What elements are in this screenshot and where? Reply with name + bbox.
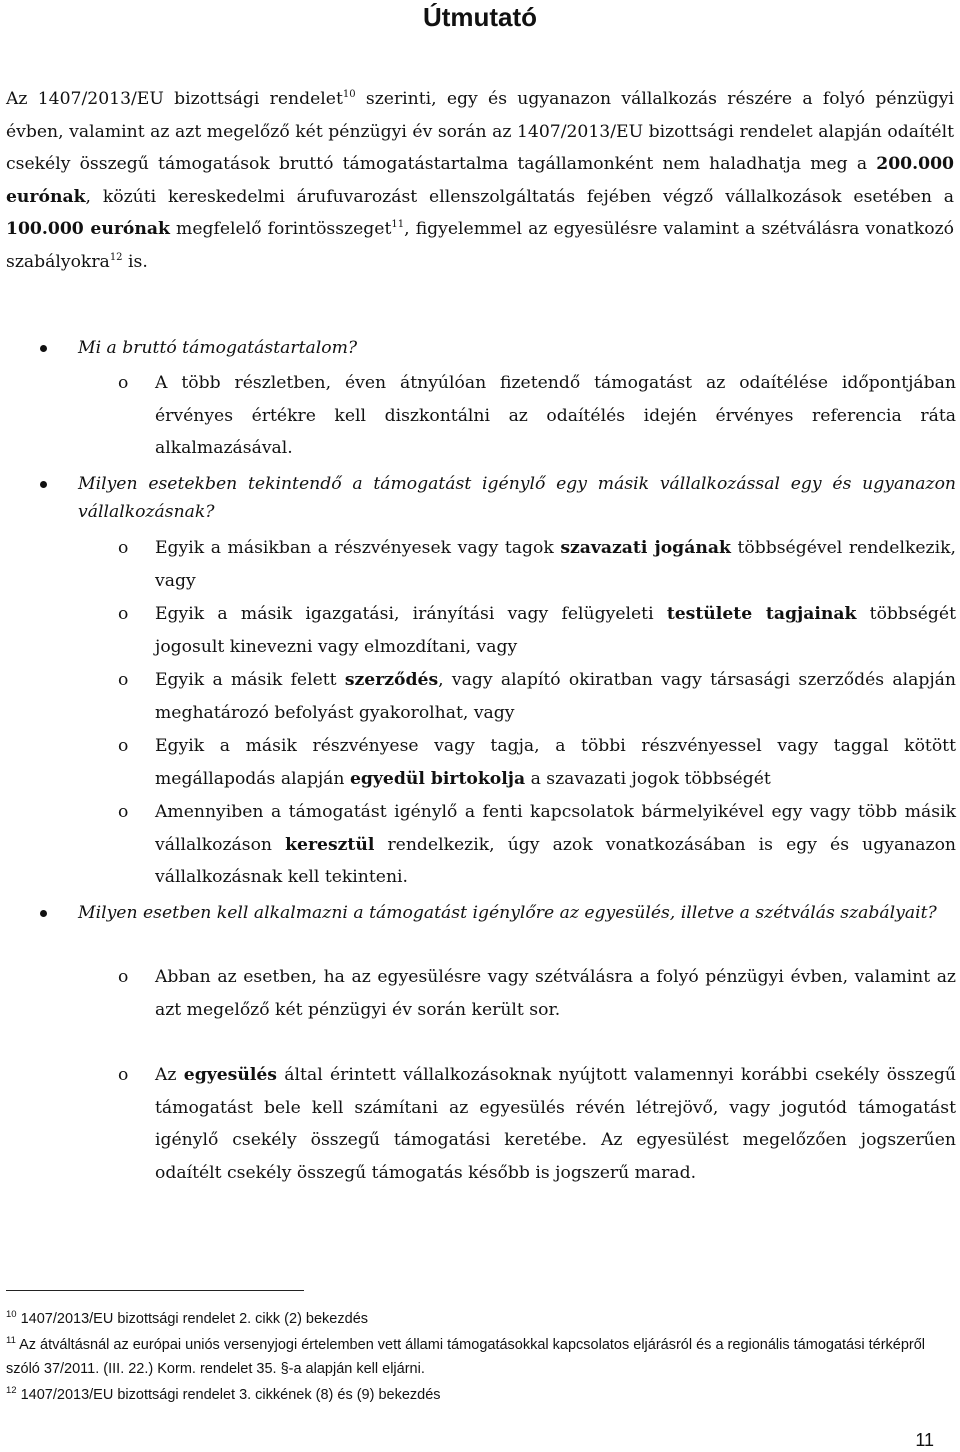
intro-paragraph <box>6 83 954 278</box>
answer-bold: keresztül <box>285 834 375 855</box>
footnote-11 <box>6 1333 954 1381</box>
footnote-12 <box>6 1383 954 1407</box>
answer-text: többségét jogosult kinevezni vagy elmozdítani, vagy <box>155 604 956 657</box>
sub-bullet-icon: o <box>118 736 129 756</box>
page-title: Útmutató <box>422 2 538 32</box>
question-3: Milyen esetben kell alkalmazni a támogatást igénylőre az egyesülés, illetve a szétválás szabályait? <box>78 903 937 923</box>
footnote-ref-12[interactable]: 12 <box>109 251 123 263</box>
answer-bold: szerződés <box>344 670 439 690</box>
answer-text: Egyik a másik részvényese vagy tagja, a többi részvényessel vagy taggal kötött megállapodás alapján <box>155 736 956 789</box>
intro-text: is. <box>122 251 148 272</box>
bullet-icon <box>40 345 47 352</box>
answer-3-1: Abban az esetben, ha az egyesülésre vagy szétválásra a folyó pénzügyi évben, valamint az azt megelőző két pénzügyi év során került sor. <box>155 967 956 1020</box>
page-number: 11 <box>915 1430 934 1450</box>
bullet-icon <box>40 910 47 917</box>
answer-bold: testülete tagjainak <box>666 604 857 624</box>
intro-text: szerinti, egy és ugyanazon vállalkozás részére a folyó pénzügyi évben, valamint az azt megelőző két pénzügyi év során az 1407/2013/EU bizottsági rendelet alapján odaítélt csekély összegű támogatások bruttó támogatástartalma tagállamonként nem haladhatja meg a <box>6 89 954 174</box>
answer-2-4 <box>155 730 956 795</box>
answer-text: , vagy alapító okiratban vagy társasági szerződés alapján meghatározó befolyást gyakorolhat, vagy <box>155 670 956 723</box>
answer-text: Amennyiben a támogatást igénylő a fenti kapcsolatok bármelyikével egy vagy több másik vállalkozáson <box>155 802 956 855</box>
answer-text: Egyik a másik igazgatási, irányítási vagy felügyeleti <box>155 604 667 624</box>
footnote-divider <box>6 1290 304 1291</box>
footnote-text: Az átváltásnál az európai uniós versenyjogi értelemben vett állami támogatásokkal kapcsolatos eljárásról és a regionális támogatási térképről szóló 37/2011. (III. 22.) Korm. rendelet 35. §-a alapján kell eljárni. <box>6 1337 926 1377</box>
footnote-text: 1407/2013/EU bizottsági rendelet 3. cikkének (8) és (9) bekezdés <box>16 1387 441 1403</box>
footnote-ref-10[interactable]: 10 <box>342 89 356 100</box>
sub-bullet-icon: o <box>118 1065 129 1085</box>
intro-bold-amount: 200.000 eurónak <box>6 154 954 207</box>
sub-bullet-icon: o <box>118 802 129 822</box>
sub-bullet-icon: o <box>118 670 129 690</box>
intro-text: Az 1407/2013/EU bizottsági rendelet <box>6 89 343 109</box>
answer-bold: egyedül birtokolja <box>349 768 526 789</box>
footnote-number: 12 <box>6 1385 17 1396</box>
footnote-10 <box>6 1307 954 1331</box>
answer-3-2 <box>155 1059 956 1189</box>
question-1: Mi a bruttó támogatástartalom? <box>78 338 358 358</box>
answer-bold: egyesülés <box>183 1065 277 1085</box>
answer-text: rendelkezik, úgy azok vonatkozásában is egy és ugyanazon vállalkozásnak kell tekinteni. <box>155 834 956 887</box>
sub-bullet-icon: o <box>118 604 129 624</box>
answer-2-5 <box>155 796 956 894</box>
answer-text: Egyik a másikban a részvényesek vagy tagok <box>155 538 561 558</box>
answer-text: Az <box>155 1065 184 1085</box>
sub-bullet-icon: o <box>118 967 129 987</box>
answer-2-1 <box>155 532 956 597</box>
bullet-icon <box>40 481 47 488</box>
intro-bold-amount: 100.000 eurónak <box>6 219 170 239</box>
footnote-number: 11 <box>6 1335 16 1346</box>
intro-text: megfelelő forintösszeget <box>169 219 392 239</box>
footnote-text: 1407/2013/EU bizottsági rendelet 2. cikk (2) bekezdés <box>16 1311 369 1327</box>
answer-text: Egyik a másik felett <box>155 670 345 690</box>
footnote-ref-11[interactable]: 11 <box>391 219 405 230</box>
answer-text: a szavazati jogok többségét <box>525 768 771 789</box>
answer-2-2 <box>155 598 956 663</box>
footnote-number: 10 <box>6 1309 17 1320</box>
sub-bullet-icon: o <box>118 538 129 558</box>
answer-text: többségével rendelkezik, vagy <box>155 538 956 591</box>
answer-1: A több részletben, éven átnyúlóan fizetendő támogatást az odaítélése időpontjában érvényes értékre kell diszkontálni az odaítélés idején érvényes referencia ráta alkalmazásával. <box>155 373 956 458</box>
question-2: Milyen esetekben tekintendő a támogatást igénylő egy másik vállalkozással egy és ugyanazon vállalkozásnak? <box>78 474 956 522</box>
sub-bullet-icon: o <box>118 373 129 393</box>
answer-2-3 <box>155 664 956 729</box>
intro-text: , figyelemmel az egyesülésre valamint a szétválásra vonatkozó szabályokra <box>6 219 955 272</box>
intro-text: , közúti kereskedelmi árufuvarozást ellenszolgáltatás fejében végző vállalkozások esetében a <box>85 186 954 207</box>
answer-bold: szavazati jogának <box>560 538 731 558</box>
answer-text: által érintett vállalkozásoknak nyújtott valamennyi korábbi csekély összegű támogatást bele kell számítani az egyesülés révén létrejövő, vagy jogutód támogatást igénylő csekély összegű támogatási keretébe. Az egyesülést megelőzően jogszerűen odaítélt csekély összegű támogatás később is jogszerű marad. <box>155 1065 956 1183</box>
